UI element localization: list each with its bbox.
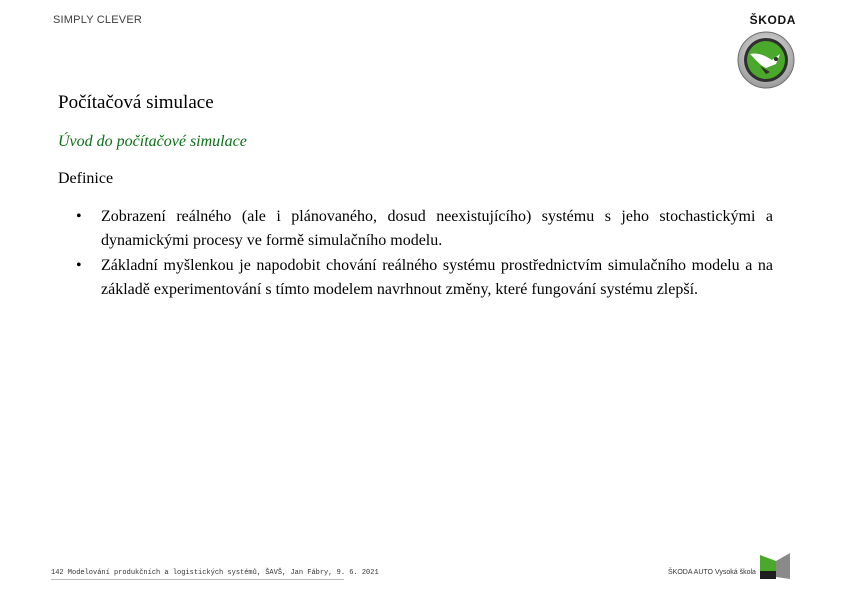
bullet-item bbox=[76, 254, 773, 302]
footer-page-info: 142 Modelování produkčních a logistických systémů, ŠAVŠ, Jan Fábry, 9. 6. 2021 bbox=[51, 569, 379, 577]
bullet-item bbox=[76, 205, 773, 253]
skoda-auto-university-logo-icon bbox=[756, 551, 792, 581]
tagline: SIMPLY CLEVER bbox=[53, 14, 143, 26]
skoda-winged-arrow-icon bbox=[736, 30, 796, 90]
section-heading: Definice bbox=[58, 170, 114, 187]
bullet-icon: • bbox=[76, 257, 82, 274]
bullet-icon: • bbox=[76, 208, 82, 225]
bullet-list bbox=[76, 205, 773, 303]
footer-divider bbox=[51, 579, 344, 580]
brand-wordmark: ŠKODA bbox=[749, 13, 796, 27]
bullet-text: Zobrazení reálného (ale i plánovaného, dosud neexistujícího) systému s jeho stochastickými a dynamickými procesy ve formě simulačního modelu. bbox=[101, 208, 773, 249]
bullet-text: Základní myšlenkou je napodobit chování reálného systému prostřednictvím simulačního modelu a na základě experimentování s tímto modelem navrhnout změny, které fungování systému zlepší. bbox=[101, 257, 773, 298]
footer-institution: ŠKODA AUTO Vysoká škola bbox=[668, 569, 756, 576]
slide-title: Počítačová simulace bbox=[58, 92, 214, 113]
slide-subtitle: Úvod do počítačové simulace bbox=[58, 133, 247, 150]
